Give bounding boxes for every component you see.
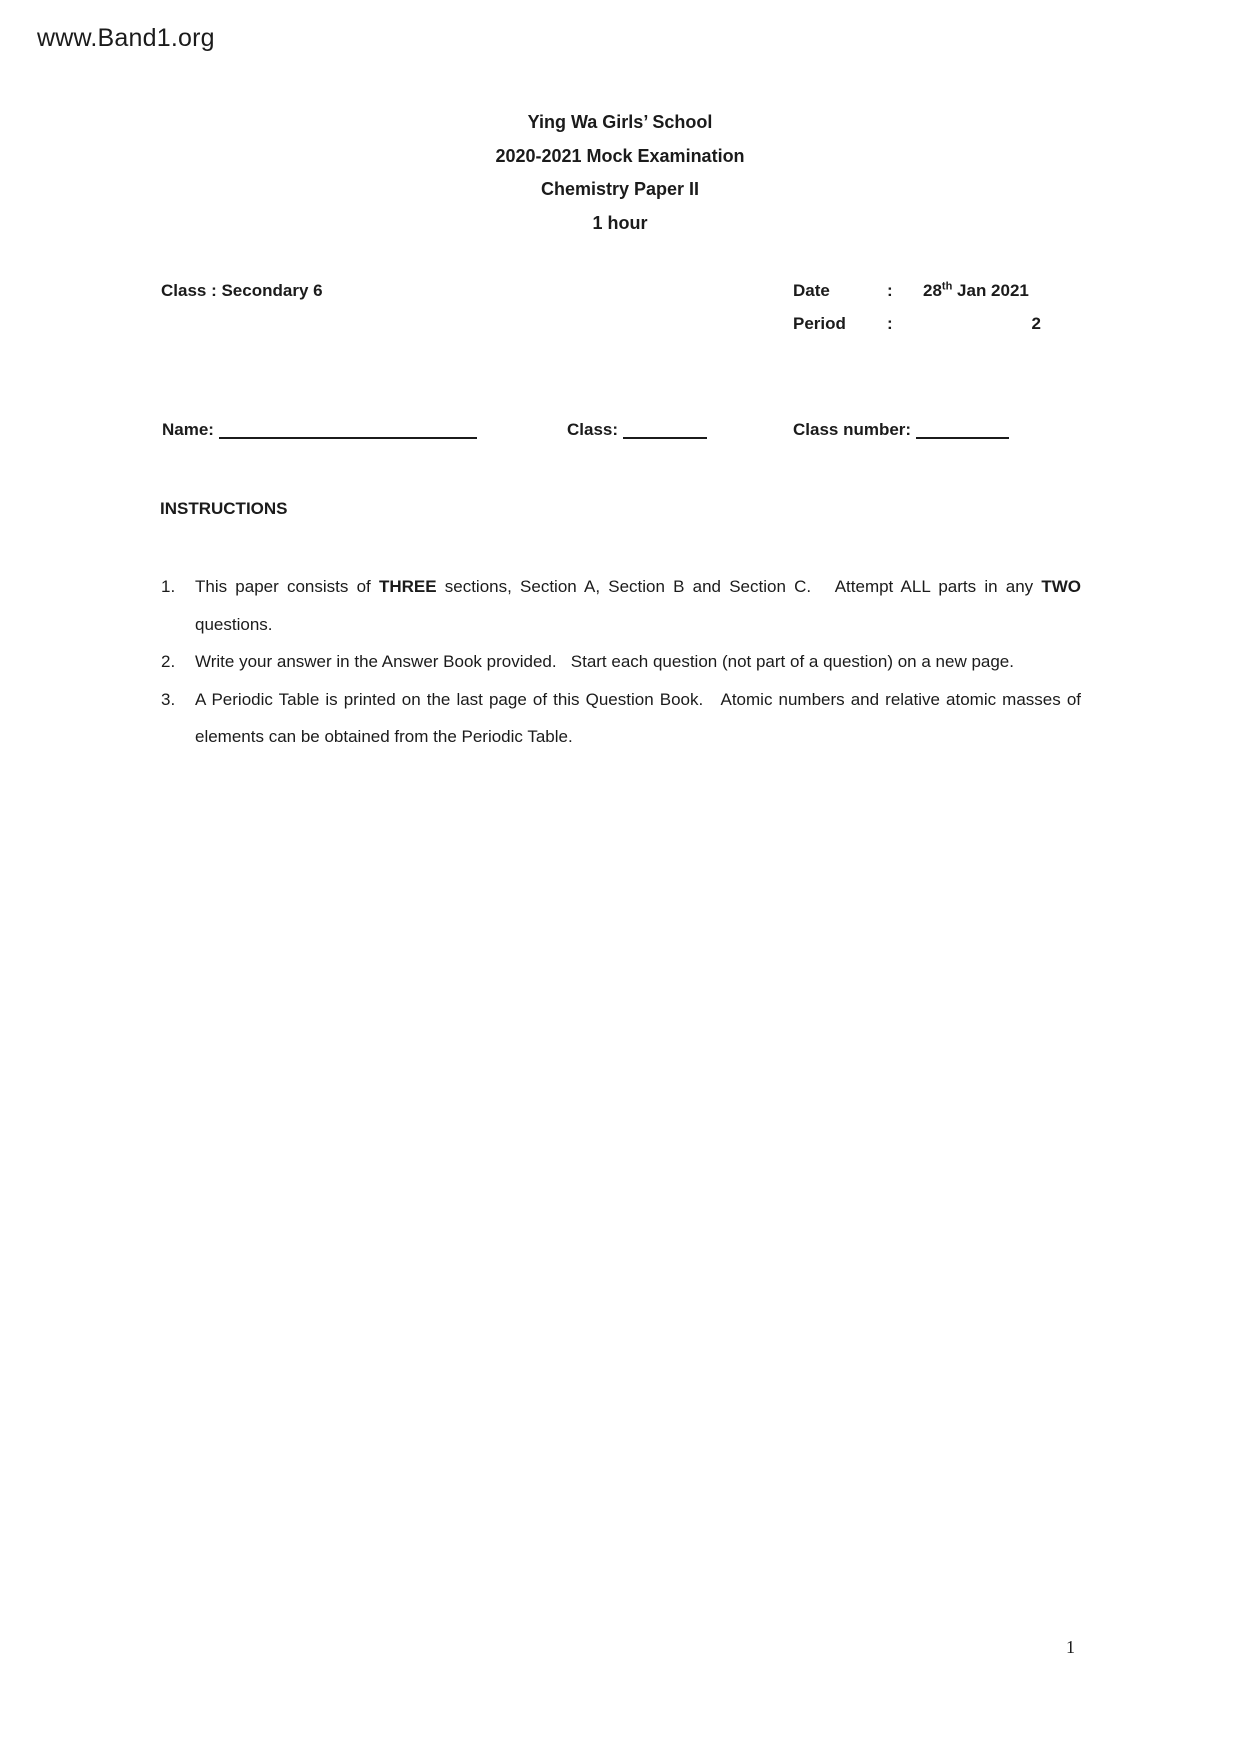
class-number-label: Class number: [793, 420, 912, 439]
date-label: Date [793, 280, 830, 300]
fill-in-row [160, 420, 1080, 448]
class-label: Class: [567, 420, 619, 439]
instruction-text: Write your answer in the Answer Book provided. Start each question (not part of a question) on a new page. [195, 652, 1014, 671]
period-row [793, 308, 1055, 342]
instruction-list [161, 568, 1081, 756]
instruction-number: 2. [161, 652, 176, 671]
exam-duration: 1 hour [592, 212, 648, 233]
class-number-blank-line [916, 437, 1009, 439]
date-period-block [793, 274, 1055, 341]
name-label: Name: [162, 420, 214, 439]
page-number: 1 [1066, 1637, 1075, 1657]
period-value: 2 [1031, 314, 1041, 334]
date-colon: : [887, 280, 893, 300]
instruction-number: 3. [161, 689, 176, 709]
date-rest: Jan 2021 [952, 280, 1029, 300]
class-blank-line [623, 437, 707, 439]
instructions-heading: INSTRUCTIONS [160, 499, 288, 518]
instruction-text: This paper consists of THREE sections, Section A, Section B and Section C. Attempt ALL parts in any TWO questions. [195, 577, 1081, 634]
instruction-item [161, 643, 1081, 681]
date-ordinal: th [941, 280, 953, 293]
paper-title: Chemistry Paper II [540, 179, 700, 199]
school-name: Ying Wa Girls’ School [527, 112, 713, 132]
period-label: Period [793, 314, 846, 334]
instruction-item [161, 568, 1081, 643]
class-field-group [567, 420, 707, 440]
date-day: 28 [923, 280, 942, 300]
date-row [793, 274, 1055, 308]
instruction-item [161, 681, 1081, 756]
period-colon: : [887, 314, 893, 334]
date-value [923, 281, 1041, 301]
instruction-number: 1. [161, 577, 176, 596]
name-blank-line [219, 437, 477, 439]
name-field-group [162, 420, 477, 440]
title-block [0, 106, 1240, 240]
class-line: Class : Secondary 6 [161, 281, 323, 300]
instruction-text: A Periodic Table is printed on the last page of this Question Book. Atomic numbers and relative atomic masses of elements can be obtained from the Periodic Table. [195, 689, 1081, 746]
exam-title: 2020-2021 Mock Examination [495, 145, 745, 166]
watermark-text: www.Band1.org [37, 24, 215, 52]
class-number-field-group [793, 420, 1009, 440]
